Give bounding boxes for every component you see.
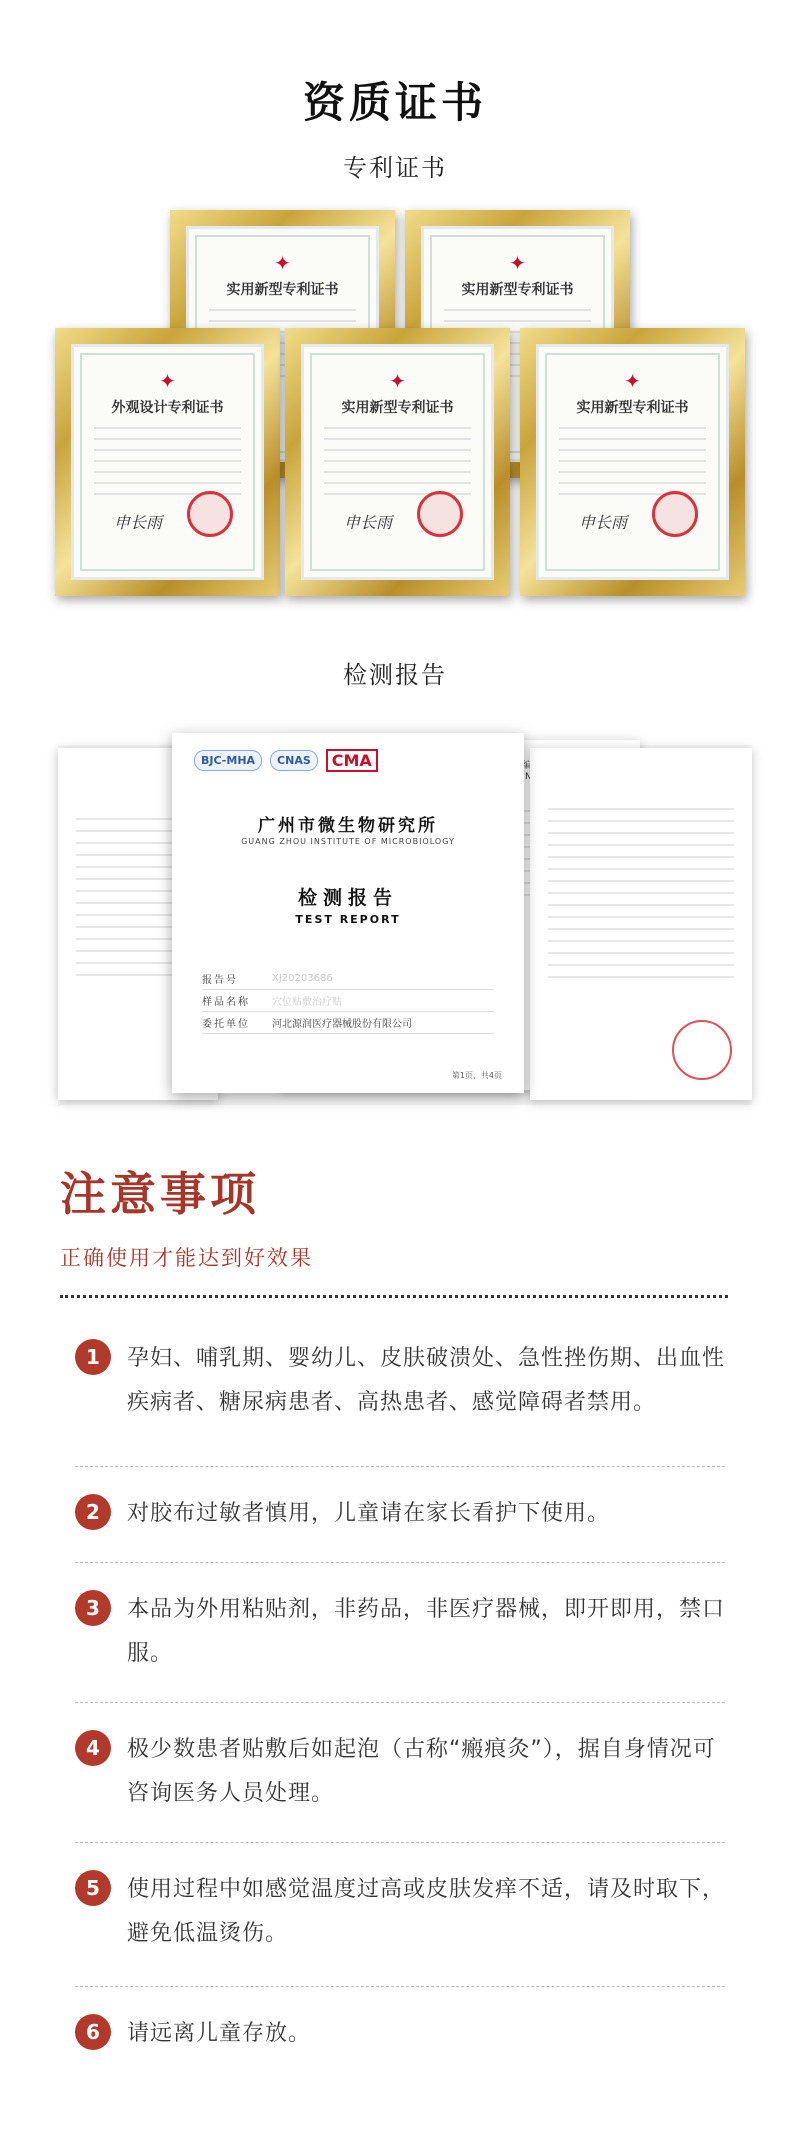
accreditation-logos xyxy=(194,749,378,772)
list-item xyxy=(75,1728,725,1816)
report-row xyxy=(202,990,494,1012)
divider xyxy=(75,1842,725,1843)
stamp-icon xyxy=(672,1020,732,1080)
number-badge: 5 xyxy=(75,1870,111,1906)
emblem-icon: ✦ xyxy=(274,251,291,275)
list-item xyxy=(75,1868,725,1956)
note-text: 对胶布过敏者慎用，儿童请在家长看护下使用。 xyxy=(127,1501,611,1526)
list-item xyxy=(75,1492,725,1536)
report-row xyxy=(202,1012,494,1034)
divider xyxy=(75,1986,725,1987)
certificate-frame xyxy=(520,328,745,596)
test-subtitle: 检测报告 xyxy=(343,661,447,689)
list-item xyxy=(75,2012,725,2056)
note-text: 孕妇、哺乳期、婴幼儿、皮肤破溃处、急性挫伤期、出血性疾病者、糖尿病患者、高热患者、感觉障碍者禁用。 xyxy=(127,1346,726,1415)
row-key: 委托单位 xyxy=(202,1019,250,1030)
notes-title: 注意事项 xyxy=(60,1167,260,1221)
divider xyxy=(75,1562,725,1563)
report-page-right xyxy=(530,748,752,1100)
seal-icon xyxy=(187,491,233,537)
logo-cma: CMA xyxy=(326,749,378,772)
signature: 申长雨 xyxy=(344,513,393,532)
divider xyxy=(75,1466,725,1467)
logo-bjc: BJC-MHA xyxy=(194,750,262,771)
certificate-title: 实用新型专利证书 xyxy=(576,400,689,416)
notes-subtitle: 正确使用才能达到好效果 xyxy=(60,1246,313,1270)
note-text: 极少数患者贴敷后如起泡（古称“瘢痕灸”），据自身情况可咨询医务人员处理。 xyxy=(127,1737,716,1806)
certificate-title: 外观设计专利证书 xyxy=(111,400,224,416)
number-badge: 4 xyxy=(75,1730,111,1766)
report-title-en: TEST REPORT xyxy=(295,913,401,926)
row-key: 报告号 xyxy=(202,975,238,986)
patent-subtitle: 专利证书 xyxy=(343,154,447,182)
certificate-frame xyxy=(285,328,510,596)
number-badge: 3 xyxy=(75,1590,111,1626)
number-badge: 2 xyxy=(75,1494,111,1530)
row-value: 河北源润医疗器械股份有限公司 xyxy=(272,1019,412,1030)
certificate-title: 实用新型专利证书 xyxy=(461,282,574,298)
divider xyxy=(60,1295,728,1298)
list-item xyxy=(75,1588,725,1676)
certificate-title: 实用新型专利证书 xyxy=(341,400,454,416)
note-text: 本品为外用粘贴剂，非药品，非医疗器械，即开即用，禁口服。 xyxy=(127,1597,726,1666)
certificate-frame xyxy=(55,328,280,596)
signature: 申长雨 xyxy=(114,513,163,532)
signature: 申长雨 xyxy=(579,513,628,532)
note-text: 使用过程中如感觉温度过高或皮肤发痒不适，请及时取下，避免低温烫伤。 xyxy=(127,1877,726,1946)
seal-icon xyxy=(417,491,463,537)
report-row xyxy=(202,968,494,990)
note-text: 请远离儿童存放。 xyxy=(127,2021,312,2046)
divider xyxy=(75,1702,725,1703)
row-value: 穴位贴敷治疗贴 xyxy=(272,997,342,1008)
report-info xyxy=(202,968,494,1034)
number-badge: 6 xyxy=(75,2014,111,2050)
row-key: 样品名称 xyxy=(202,997,250,1008)
report-cover xyxy=(172,733,524,1093)
emblem-icon: ✦ xyxy=(159,369,176,393)
list-item xyxy=(75,1337,725,1425)
institute-name-en: GUANG ZHOU INSTITUTE OF MICROBIOLOGY xyxy=(241,837,455,846)
page-title: 资质证书 xyxy=(302,78,487,127)
emblem-icon: ✦ xyxy=(624,369,641,393)
row-value: XJ20203686 xyxy=(272,973,333,984)
number-badge: 1 xyxy=(75,1339,111,1375)
emblem-icon: ✦ xyxy=(389,369,406,393)
report-title: 检测报告 xyxy=(297,887,398,909)
page-number: 第1页，共4页 xyxy=(451,1071,502,1080)
institute-name: 广州市微生物研究所 xyxy=(258,816,438,836)
certificate-title: 实用新型专利证书 xyxy=(226,282,339,298)
logo-cnas: CNAS xyxy=(270,750,318,771)
emblem-icon: ✦ xyxy=(509,251,526,275)
seal-icon xyxy=(652,491,698,537)
